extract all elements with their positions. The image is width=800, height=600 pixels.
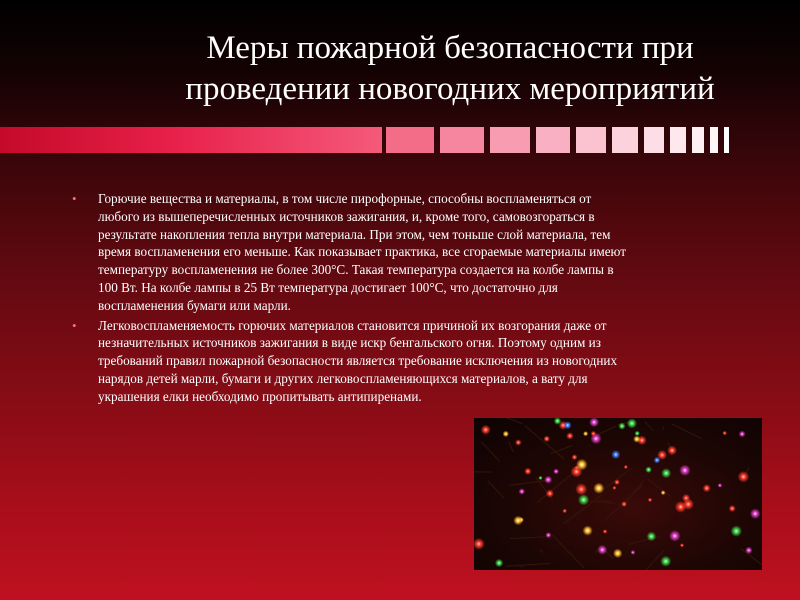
stripe-block xyxy=(670,127,686,153)
tree-light xyxy=(683,499,694,510)
bullet-line: незначительных источников зажигания в виде искр бенгальского огня. Поэтому одним из xyxy=(98,335,601,351)
tree-light xyxy=(731,525,742,536)
tree-light xyxy=(513,516,523,526)
tree-branch xyxy=(510,537,546,539)
tree-light xyxy=(566,432,573,439)
tree-light xyxy=(729,505,736,512)
tree-light xyxy=(635,431,640,436)
tree-light xyxy=(739,431,746,438)
bullet-line: воспламенения бумаги или марли. xyxy=(98,297,291,313)
christmas-tree-lights-image xyxy=(474,418,762,570)
tree-light xyxy=(612,486,616,490)
bullet-mark: • xyxy=(72,317,77,333)
tree-light xyxy=(621,501,627,507)
bullet-line: Легковоспламеняемость горючих материалов становится причиной их возгорания даже от xyxy=(98,317,607,333)
tree-light xyxy=(543,436,550,443)
tree-light xyxy=(624,465,628,469)
bullet-text xyxy=(98,317,712,406)
tree-light xyxy=(667,446,677,456)
tree-light xyxy=(495,559,503,567)
stripe-block xyxy=(644,127,664,153)
slide-title xyxy=(130,28,770,110)
title-line-1: Меры пожарной безопасности при xyxy=(206,30,694,66)
tree-light xyxy=(564,421,572,429)
tree-light xyxy=(738,471,750,483)
tree-light xyxy=(515,439,522,446)
tree-branch xyxy=(540,549,543,552)
bullet-line: требований правил пожарной безопасности является требование исключения из новогодних xyxy=(98,353,618,369)
tree-light xyxy=(614,479,620,485)
tree-light xyxy=(627,418,637,428)
stripe-block xyxy=(724,127,729,153)
tree-light xyxy=(593,483,604,494)
tree-light xyxy=(722,431,727,436)
tree-light xyxy=(538,476,542,480)
tree-branch xyxy=(509,442,513,452)
bullet-line: нарядов детей марли, бумаги и других легковоспламеняющихся материалов, а вату для xyxy=(98,370,588,386)
stripe-bar xyxy=(0,127,382,153)
tree-branch xyxy=(488,481,504,498)
tree-branch xyxy=(509,480,550,486)
tree-light xyxy=(591,431,597,437)
stripe-block xyxy=(576,127,606,153)
bullet-line: 100 Вт. На колбе лампы в 25 Вт температура достигает 100°С, что достаточно для xyxy=(98,279,558,295)
tree-light xyxy=(583,526,593,536)
tree-light xyxy=(657,450,667,460)
tree-light xyxy=(611,450,620,459)
tree-light xyxy=(703,484,711,492)
tree-light xyxy=(718,483,723,488)
tree-light xyxy=(481,425,491,435)
tree-light xyxy=(613,549,622,558)
tree-light xyxy=(661,468,671,478)
tree-branch xyxy=(485,418,523,424)
decorative-stripe xyxy=(0,127,800,153)
tree-light xyxy=(578,494,589,505)
tree-branch xyxy=(671,424,701,439)
tree-light xyxy=(524,468,531,475)
tree-branch xyxy=(481,441,500,461)
tree-light xyxy=(618,423,625,430)
tree-light xyxy=(660,556,671,567)
stripe-block xyxy=(536,127,570,153)
tree-branch xyxy=(596,426,616,435)
tree-branch xyxy=(595,501,610,502)
tree-light xyxy=(589,418,599,427)
stripe-block xyxy=(490,127,530,153)
tree-light xyxy=(679,465,690,476)
content-body xyxy=(72,190,712,408)
bullet-item xyxy=(72,190,712,315)
stripe-block xyxy=(710,127,718,153)
tree-lights-illustration xyxy=(474,418,762,570)
tree-light xyxy=(546,489,554,497)
bullet-line: Горючие вещества и материалы, в том числе пирофорные, способны воспламеняться от xyxy=(98,191,592,206)
tree-light xyxy=(562,509,567,514)
bullet-line: любого из вышеперечисленных источников зажигания, и, кроме того, самовозгораться в xyxy=(98,208,595,224)
tree-light xyxy=(647,532,657,542)
tree-branch xyxy=(525,426,565,459)
tree-light xyxy=(503,431,509,437)
tree-light xyxy=(572,454,578,460)
tree-branch xyxy=(645,422,654,432)
tree-light xyxy=(553,469,559,475)
tree-light xyxy=(645,466,652,473)
title-line-2: проведении новогодних мероприятий xyxy=(185,71,715,107)
stripe-block xyxy=(612,127,638,153)
tree-light xyxy=(544,476,552,484)
tree-branch xyxy=(648,479,671,497)
bullet-line: результате накопления тепла внутри материала. При этом, чем тоньше слой материала, тем xyxy=(98,226,611,242)
bullet-line: время воспламенения его меньше. Как показывает практика, все сгораемые материалы имеют xyxy=(98,244,626,260)
tree-light xyxy=(680,543,684,547)
tree-light xyxy=(633,436,640,443)
tree-light xyxy=(648,498,652,502)
stripe-block xyxy=(440,127,484,153)
tree-light xyxy=(474,538,485,550)
bullet-text xyxy=(98,190,712,315)
bullet-line: украшения елки необходимо пропитывать антипиренами. xyxy=(98,388,422,404)
tree-light xyxy=(745,547,752,554)
tree-light xyxy=(661,490,666,495)
tree-light xyxy=(750,508,761,519)
bullet-line: температуру воспламенения не более 300°С. Такая температура создается на колбе лампы в xyxy=(98,262,614,278)
tree-light xyxy=(576,459,588,471)
tree-light xyxy=(545,532,551,538)
stripe-block xyxy=(386,127,434,153)
tree-branch xyxy=(506,563,550,566)
tree-light xyxy=(631,550,636,555)
tree-branch xyxy=(552,535,584,568)
tree-light xyxy=(583,431,588,436)
tree-light xyxy=(597,545,607,555)
tree-light xyxy=(519,488,525,494)
bullet-item xyxy=(72,317,712,406)
tree-light xyxy=(575,483,587,495)
tree-light xyxy=(669,530,680,541)
stripe-block xyxy=(692,127,704,153)
tree-light xyxy=(603,529,608,534)
bullet-mark: • xyxy=(72,191,77,206)
